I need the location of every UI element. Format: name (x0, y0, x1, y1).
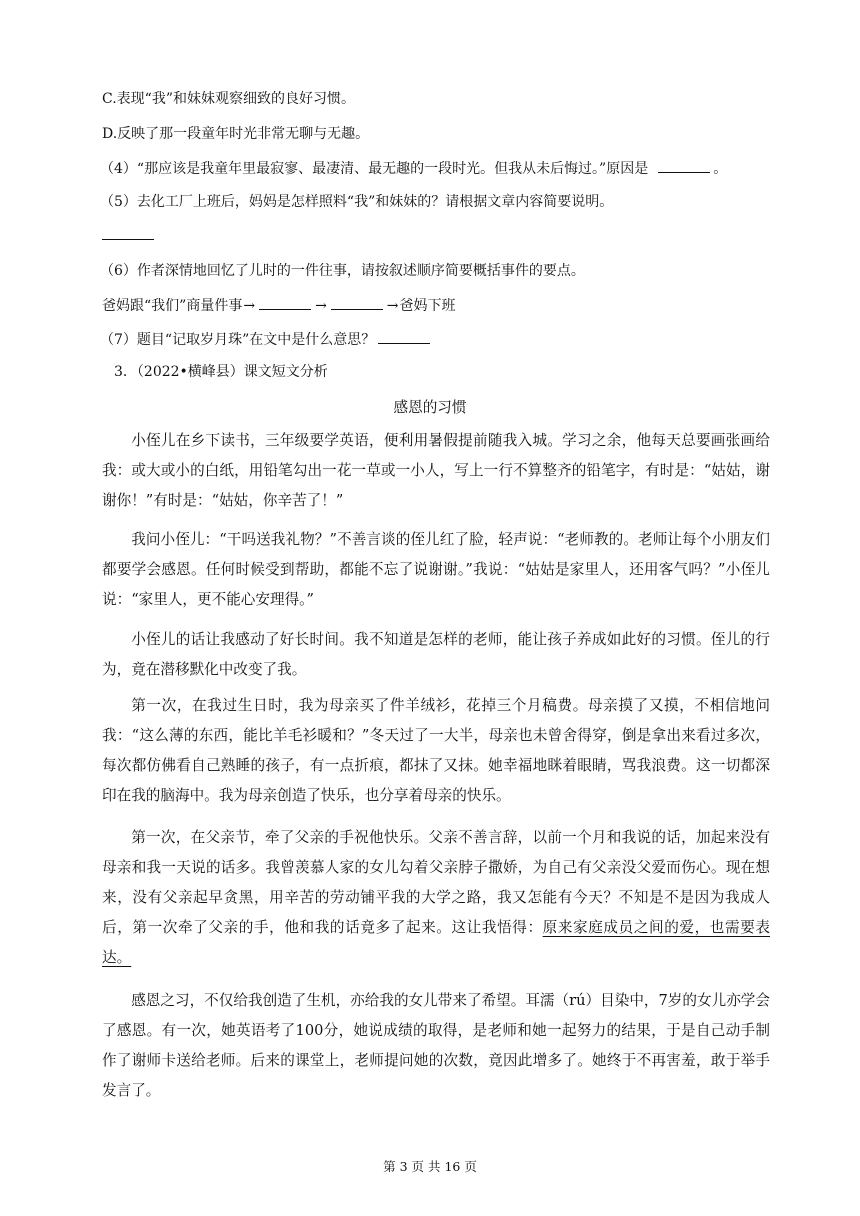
paragraph-5 (102, 823, 770, 973)
question-6-sequence (102, 295, 456, 316)
arrow-icon: → (386, 298, 399, 314)
answer-blank[interactable] (259, 295, 311, 310)
paragraph-5-text: 第一次，在父亲节，牵了父亲的手祝他快乐。父亲不善言辞，以前一个月和我说的话，加起来没有母亲和我一天说的话多。我曾羡慕人家的女儿勾着父亲脖子撒娇，为自己有父亲没父爱而伤心。现在想来，没有父亲起早贪黑，用辛苦的劳动铺平我的大学之路，我又怎能有今天？不知是不是因为我成人后，第一次牵了父亲的手，他和我的话竟多了起来。这让我悟得： (102, 829, 770, 936)
question-4 (100, 158, 727, 179)
question-7-text: （7）题目“记取岁月珠”在文中是什么意思？ (100, 332, 376, 348)
paragraph-4: 第一次，在我过生日时，我为母亲买了件羊绒衫，花掉三个月稿费。母亲摸了又摸，不相信地问我：“这么薄的东西，能比羊毛衫暖和？”冬天过了一大半，母亲也未曾舍得穿，倒是拿出来看过多次，每次都仿佛看自己熟睡的孩子，有一点折痕，都抹了又抹。她幸福地眯着眼睛，骂我浪费。这一切都深印在我的脑海中。我为母亲创造了快乐，也分享着母亲的快乐。 (102, 697, 770, 804)
question-3-header: 3．（2022•横峰县）课文短文分析 (114, 364, 328, 380)
answer-blank[interactable] (658, 158, 710, 173)
question-6: （6）作者深情地回忆了儿时的一件往事，请按叙述顺序简要概括事件的要点。 (100, 263, 585, 279)
paragraph-6: 感恩之习，不仅给我创造了生机，亦给我的女儿带来了希望。耳濡（rú）目染中，7岁的女儿亦学会了感恩。有一次，她英语考了100分，她说成绩的取得，是老师和她一起努力的结果，于是自己动手制作了谢师卡送给老师。后来的课堂上，老师提问她的次数，竟因此增多了。她终于不再害羞，敢于举手发言了。 (102, 992, 770, 1099)
sequence-start: 爸妈跟“我们”商量件事 (102, 298, 243, 314)
arrow-icon: → (243, 298, 256, 314)
paragraph-1: 小侄儿在乡下读书，三年级要学英语，便利用暑假提前随我入城。学习之余，他每天总要画张画给我：或大或小的白纸，用铅笔勾出一花一草或一小人，写上一行不算整齐的铅笔字，有时是：“姑姑，谢谢你！”有时是：“姑姑，你辛苦了！” (102, 432, 770, 509)
underlined-sentence: 原来家庭成员之间的爱，也需要表达。 (102, 919, 770, 966)
paragraph-2: 我问小侄儿：“干吗送我礼物？”不善言谈的侄儿红了脸，轻声说：“老师教的。老师让每个小朋友们都要学会感恩。任何时候受到帮助，都能不忘了说谢谢。”我说：“姑姑是家里人，还用客气吗？”小侄儿说：“家里人，更不能心安理得。” (102, 531, 770, 608)
option-d: D.反映了那一段童年时光非常无聊与无趣。 (102, 126, 370, 142)
answer-blank[interactable] (331, 295, 383, 310)
question-5: （5）去化工厂上班后，妈妈是怎样照料“我”和妹妹的？请根据文章内容简要说明。 (100, 194, 614, 210)
answer-blank[interactable] (102, 239, 154, 240)
page-number: 第 3 页 共 16 页 (383, 1159, 477, 1174)
question-4-end: 。 (713, 161, 728, 177)
question-7 (100, 329, 433, 350)
arrow-icon: → (315, 298, 327, 314)
paragraph-3: 小侄儿的话让我感动了好长时间。我不知道是怎样的老师，能让孩子养成如此好的习惯。侄儿的行为，竟在潜移默化中改变了我。 (102, 631, 770, 678)
option-c: C.表现“我”和妹妹观察细致的良好习惯。 (102, 91, 355, 107)
question-4-text: （4）“那应该是我童年里最寂寥、最凄清、最无趣的一段时光。但我从未后悔过。”原因是 (100, 161, 649, 177)
answer-blank[interactable] (378, 329, 430, 344)
passage-title: 感恩的习惯 (393, 399, 467, 416)
sequence-end: 爸妈下班 (399, 298, 456, 314)
